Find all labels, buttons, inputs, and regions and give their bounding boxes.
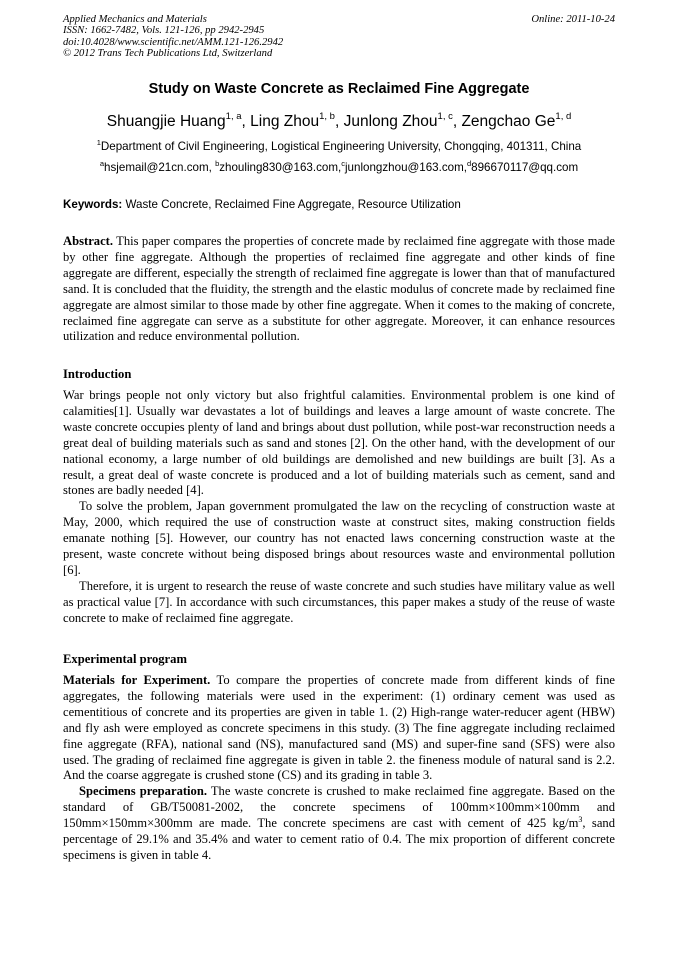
- author-name: Junlong Zhou: [343, 113, 438, 130]
- journal-header: [63, 14, 615, 59]
- email-address[interactable]: hsjemail@21cn.com,: [104, 161, 216, 174]
- email-address[interactable]: zhouling830@163.com,: [219, 161, 342, 174]
- materials-label: Materials for Experiment.: [63, 673, 211, 687]
- specimens-unit-exponent: 3: [578, 815, 583, 825]
- introduction-paragraph: War brings people not only victory but also frightful calamities. Environmental problem is one kind of calamities[1]. Usually war devastates a lot of buildings and leaves a large amount of waste concrete. The waste concrete occupies plenty of land and brings about dust pollution, while post-war reconstruction needs a great deal of building materials such as sand and stones [2]. On the other hand, with the development of our national economy, a large number of old buildings are demolished and new buildings are built [3]. As a result, a great deal of waste concrete is produced and a lot of building materials such as cement, sand and stones are badly needed [4].: [63, 388, 615, 498]
- specimens-text-continued: , sand percentage of 29.1% and 35.4% and water to cement ratio of 0.4. The mix proportion of different concrete specimens is given in table 4.: [63, 816, 615, 862]
- experimental-section: [63, 673, 615, 864]
- email-mark: c: [341, 159, 345, 168]
- author-name: Ling Zhou: [250, 113, 320, 130]
- author-list: [63, 112, 615, 132]
- keywords-label: Keywords:: [63, 198, 123, 211]
- author-affiliation-mark: 1, b: [319, 111, 335, 122]
- introduction-paragraph: Therefore, it is urgent to research the reuse of waste concrete and such studies have military value as well as practical value [7]. In accordance with such circumstances, this paper makes a study of the reuse of waste concrete to make of reclaimed fine aggregate.: [63, 578, 615, 625]
- author-separator: ,: [241, 113, 251, 130]
- email-address[interactable]: junlongzhou@163.com,: [344, 161, 467, 174]
- introduction-heading: Introduction: [63, 367, 132, 381]
- affiliation-mark: 1: [96, 138, 101, 147]
- introduction-paragraph: To solve the problem, Japan government promulgated the law on the recycling of construction waste at May, 2000, which required the use of construction waste at construct sites, making construction fields emanate nothing [5]. However, our country has not enacted laws concerning construction waste at the present, waste concrete without being disposed brings about resources waste and environmental pollution [6].: [63, 499, 615, 577]
- abstract-section: [63, 234, 615, 345]
- abstract-paragraph: [63, 234, 615, 345]
- author-name: Shuangjie Huang: [106, 113, 226, 130]
- journal-name: Applied Mechanics and Materials: [63, 14, 207, 25]
- journal-doi: doi:10.4028/www.scientific.net/AMM.121-126.2942: [63, 36, 284, 48]
- affiliation-text: Department of Civil Engineering, Logistical Engineering University, Chongqing, 401311, China: [100, 140, 582, 153]
- materials-text: To compare the properties of concrete made from different kinds of fine aggregates, the following materials were used in the experiment: (1) ordinary cement was used as cementitious of concrete and its properties are given in table 1. (2) High-range water-reducer agent (HBW) and fly ash were employed as concrete specimens in this study. (3) The fine aggregate including reclaimed fine aggregate (RFA), national sand (NS), manufactured sand (MS) and super-fine sand (SFS) were also used. The grading of reclaimed fine aggregate is given in table 2. the fineness module of natural sand is 2.2. And the coarse aggregate is crushed stone (CS) and its grading in table 3.: [63, 673, 615, 783]
- keywords-text: Waste Concrete, Reclaimed Fine Aggregate, Resource Utilization: [122, 198, 461, 211]
- keywords: [63, 197, 615, 212]
- abstract-label: Abstract.: [63, 234, 114, 248]
- author-separator: ,: [452, 113, 462, 130]
- specimens-label: Specimens preparation.: [79, 784, 208, 799]
- specimens-text: The waste concrete is crushed to make reclaimed fine aggregate. Based on the standard of GB/T50081-2002, the concrete specimens of 100mm×100mm×100mm and 150mm×150mm×300mm are made. The concrete specimens are cast with cement of 425 kg/m: [63, 784, 615, 831]
- author-separator: ,: [334, 113, 344, 130]
- author-affiliation-mark: 1, c: [437, 111, 453, 122]
- journal-copyright: © 2012 Trans Tech Publications Ltd, Switzerland: [63, 47, 273, 59]
- author-affiliation-mark: 1, a: [225, 111, 242, 122]
- experimental-heading: Experimental program: [63, 652, 187, 666]
- email-mark: b: [215, 159, 220, 168]
- affiliation: [63, 139, 615, 154]
- paper-title: Study on Waste Concrete as Reclaimed Fine Aggregate: [148, 81, 530, 97]
- email-list: [63, 160, 615, 175]
- introduction-section: [63, 388, 615, 627]
- email-mark: d: [466, 159, 472, 168]
- author-name: Zengchao Ge: [461, 113, 556, 130]
- online-date: Online: 2011-10-24: [531, 14, 615, 25]
- journal-issn: ISSN: 1662-7482, Vols. 121-126, pp 2942-2945: [63, 25, 265, 37]
- abstract-text: This paper compares the properties of concrete made by reclaimed fine aggregate with those made by other fine aggregate. Although the properties of reclaimed fine aggregate and other kinds of fine aggregate are different, especially the strength of reclaimed fine aggregate is lower than that of manufactured sand. It is concluded that the fluidity, the strength and the elastic modulus of concrete made by reclaimed fine aggregate are almost similar to those made by other fine aggregate. When it comes to the making of concrete, reclaimed fine aggregate can serve as a substitute for other aggregate. Moreover, it can enhance resources utilization and reduce environmental pollution.: [63, 234, 615, 344]
- email-address[interactable]: 896670117@qq.com: [471, 161, 579, 174]
- materials-paragraph: [63, 673, 615, 784]
- author-affiliation-mark: 1, d: [555, 111, 572, 122]
- email-mark: a: [99, 159, 105, 168]
- specimens-paragraph: [63, 784, 615, 864]
